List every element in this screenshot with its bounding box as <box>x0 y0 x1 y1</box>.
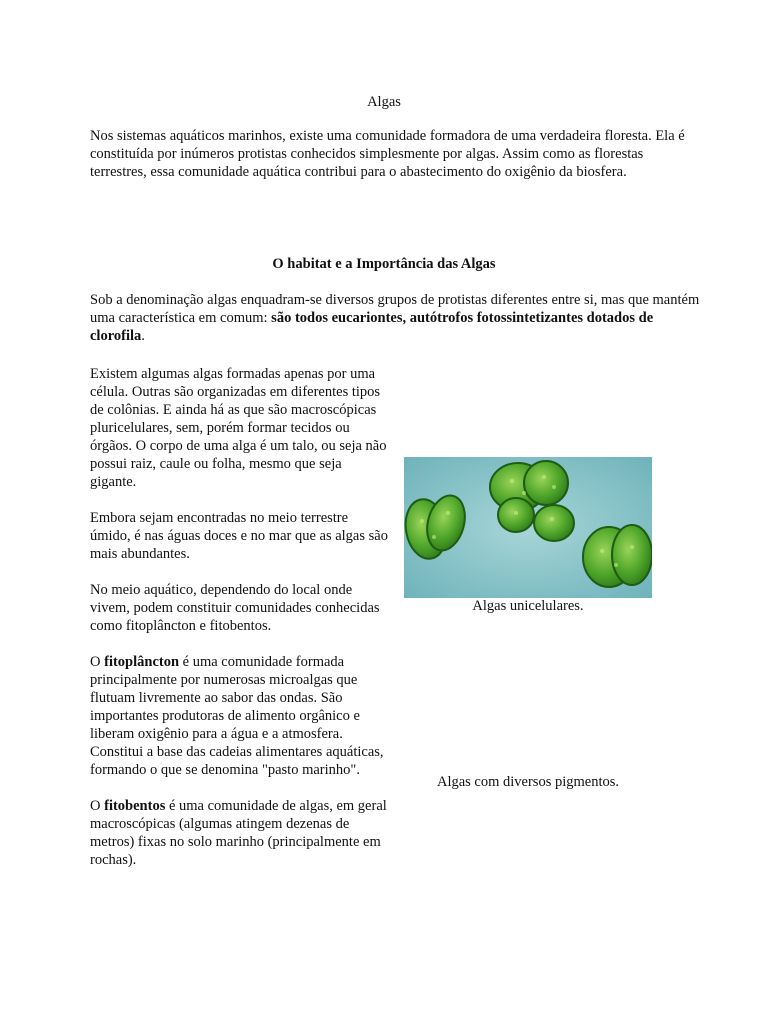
caption-pigments: Algas com diversos pigmentos. <box>436 774 620 790</box>
paragraph-prefix: O <box>90 798 105 814</box>
term-fitobentos: fitobentos <box>104 798 166 814</box>
paragraph-fitobentos <box>90 797 390 869</box>
paragraph-prefix: O <box>90 654 105 670</box>
definition-suffix: . <box>141 328 145 344</box>
left-text-column <box>90 365 390 887</box>
paragraph-habitat: Embora sejam encontradas no meio terrestre úmido, é nas águas doces e no mar que as algas são mais abundantes. <box>90 510 388 562</box>
paragraph-body: é uma comunidade de algas, em geral macroscópicas (algumas atingem dezenas de metros) fixas no solo marinho (principalmente em rochas). <box>90 798 387 868</box>
definition-paragraph <box>90 291 700 345</box>
paragraph-body: é uma comunidade formada principalmente por numerosas microalgas que flutuam livremente ao sabor das ondas. São importantes produtoras de alimento orgânico e liberam oxigênio para a água e a atmosfera. Constitui a base das cadeias alimentares aquáticas, formando o que se denomina "pasto marinho". <box>90 654 384 778</box>
section-heading: O habitat e a Importância das Algas <box>272 256 496 272</box>
unicellular-algae-photo <box>404 457 652 598</box>
paragraph-structure: Existem algumas algas formadas apenas por uma célula. Outras são organizadas em diferentes tipos de colônias. E ainda há as que são macroscópicas pluricelulares, sem, porém formar tecidos ou órgãos. O corpo de uma alga é um talo, ou seja não possui raiz, caule ou folha, mesmo que seja gigante. <box>90 366 387 490</box>
paragraph-communities: No meio aquático, dependendo do local onde vivem, podem constituir comunidades conhecidas como fitoplâncton e fitobentos. <box>90 582 380 634</box>
intro-paragraph: Nos sistemas aquáticos marinhos, existe uma comunidade formadora de uma verdadeira floresta. Ela é constituída por inúmeros protistas conhecidos simplesmente por algas. Assim como as florestas terrestres, essa comunidade aquática contribui para o abastecimento do oxigênio da biosfera. <box>90 128 685 180</box>
document-title: Algas <box>367 94 401 110</box>
paragraph-fitoplancton <box>90 653 390 779</box>
caption-unicellular: Algas unicelulares. <box>472 598 584 614</box>
definition-text: Sob a denominação algas enquadram-se diversos grupos de protistas diferentes entre si, mas que mantém uma característica em comum: <box>90 292 700 326</box>
term-fitoplancton: fitoplâncton <box>104 654 180 670</box>
definition-bold-text: são todos eucariontes, autótrofos fotossintetizantes dotados de clorofila <box>90 310 654 344</box>
algae-cell-group-right <box>583 525 652 587</box>
